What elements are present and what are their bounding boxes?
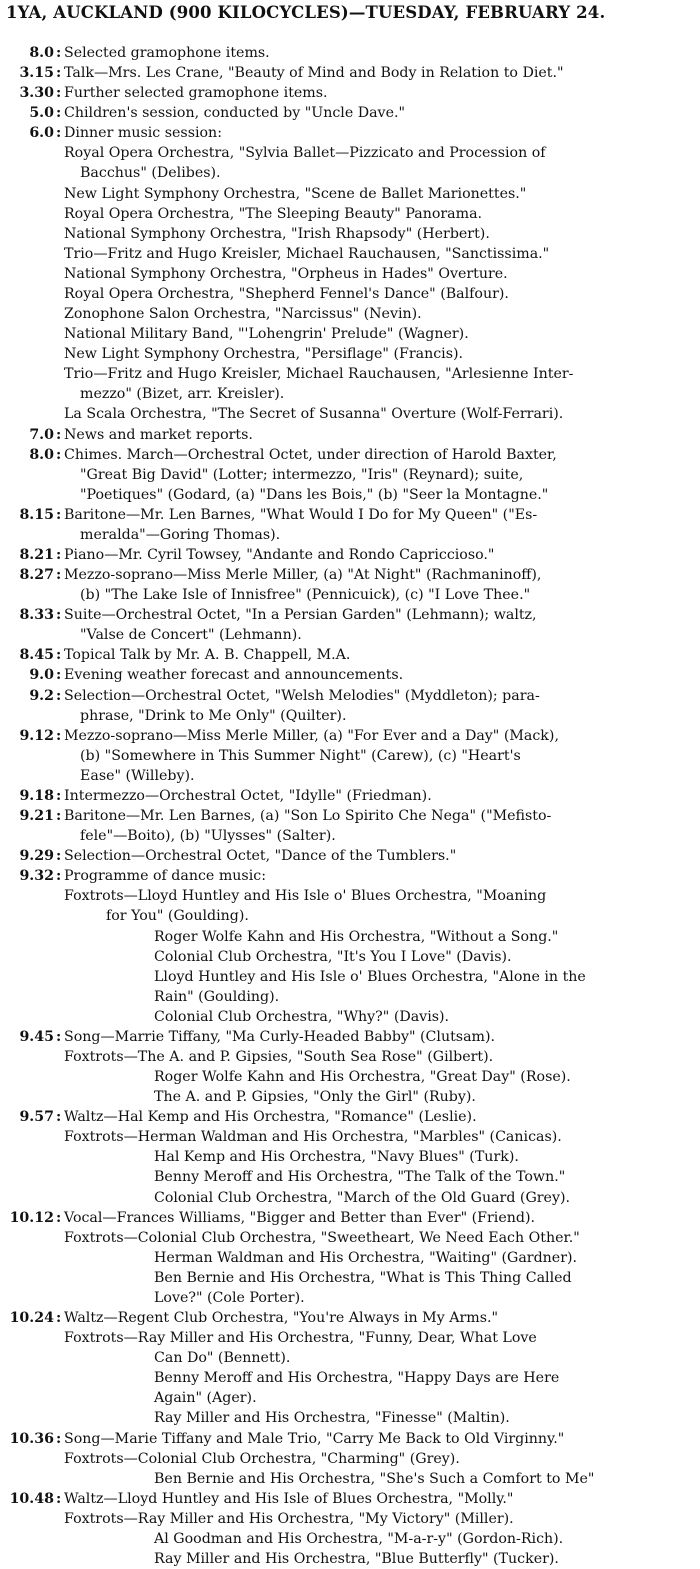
schedule-entry	[0, 103, 700, 123]
entry-text: Hal Kemp and His Orchestra, "Navy Blues" (Turk).	[154, 1149, 519, 1166]
time-separator: :	[56, 868, 62, 885]
schedule-continuation	[0, 244, 700, 264]
schedule-continuation	[0, 1268, 700, 1288]
entry-text: Mezzo-soprano—Miss Merle Miller, (a) "For Ever and a Day" (Mack),	[64, 727, 559, 744]
schedule-continuation	[0, 1328, 700, 1348]
schedule-continuation	[0, 987, 700, 1007]
schedule-entry	[0, 686, 700, 706]
entry-text: mezzo" (Bizet, arr. Kreisler).	[80, 386, 285, 403]
entry-time: 8.0	[29, 446, 54, 463]
entry-text: Love?" (Cole Porter).	[154, 1289, 305, 1306]
entry-text: Al Goodman and His Orchestra, "M-a-r-y" (Gordon-Rich).	[154, 1530, 564, 1547]
schedule-continuation	[0, 1228, 700, 1248]
entry-text: Song—Marrie Tiffany, "Ma Curly-Headed Babby" (Clutsam).	[64, 1028, 496, 1045]
schedule-continuation	[0, 1529, 700, 1549]
entry-text: Trio—Fritz and Hugo Kreisler, Michael Rauchausen, "Arlesienne Inter-	[64, 366, 574, 383]
schedule-continuation	[0, 585, 700, 605]
entry-time: 10.12	[9, 1209, 54, 1226]
schedule-entry	[0, 786, 700, 806]
entry-text: Ben Bernie and His Orchestra, "She's Such a Comfort to Me"	[154, 1470, 595, 1487]
entry-text: for You" (Goulding).	[106, 908, 249, 925]
entry-text: Foxtrots—Colonial Club Orchestra, "Sweetheart, We Need Each Other."	[64, 1229, 580, 1246]
schedule-entry	[0, 83, 700, 103]
entry-text: Zonophone Salon Orchestra, "Narcissus" (Nevin).	[64, 306, 422, 323]
entry-time: 9.57	[19, 1109, 54, 1126]
time-separator: :	[56, 105, 62, 122]
entry-text: Lloyd Huntley and His Isle o' Blues Orchestra, "Alone in the	[154, 968, 586, 985]
entry-time: 8.0	[29, 45, 54, 61]
schedule-entry	[0, 123, 700, 143]
entry-time: 9.45	[19, 1028, 54, 1045]
schedule-continuation	[0, 204, 700, 224]
entry-text: Evening weather forecast and announcements.	[64, 667, 404, 684]
schedule-continuation	[0, 324, 700, 344]
entry-time: 9.0	[29, 667, 54, 684]
schedule-continuation	[0, 947, 700, 967]
time-separator: :	[56, 1028, 62, 1045]
schedule-continuation	[0, 826, 700, 846]
entry-text: Rain" (Goulding).	[154, 988, 280, 1005]
entry-text: Roger Wolfe Kahn and His Orchestra, "Without a Song."	[154, 928, 559, 945]
schedule-continuation	[0, 1007, 700, 1027]
schedule-entry	[0, 1208, 700, 1228]
time-separator: :	[56, 1209, 62, 1226]
schedule-continuation	[0, 224, 700, 244]
entry-time: 9.18	[19, 787, 54, 804]
time-separator: :	[56, 808, 62, 825]
entry-text: Foxtrots—The A. and P. Gipsies, "South Sea Rose" (Gilbert).	[64, 1049, 494, 1065]
entry-text: Foxtrots—Colonial Club Orchestra, "Charming" (Grey).	[64, 1450, 460, 1467]
entry-text: Talk—Mrs. Les Crane, "Beauty of Mind and Body in Relation to Diet."	[64, 65, 564, 82]
entry-time: 10.36	[9, 1430, 54, 1447]
schedule-entry	[0, 63, 700, 83]
entry-time: 8.45	[19, 647, 54, 664]
time-separator: :	[56, 848, 62, 865]
schedule-continuation	[0, 1248, 700, 1268]
entry-text: New Light Symphony Orchestra, "Persiflage" (Francis).	[64, 346, 464, 363]
entry-text: Royal Opera Orchestra, "Sylvia Ballet—Pizzicato and Procession of	[64, 145, 546, 162]
entry-text: Selected gramophone items.	[64, 45, 270, 61]
entry-text: Colonial Club Orchestra, "It's You I Love" (Davis).	[154, 948, 512, 965]
entry-text: Selection—Orchestral Octet, "Dance of the Tumblers."	[64, 848, 457, 865]
entry-text: Mezzo-soprano—Miss Merle Miller, (a) "At Night" (Rachmaninoff),	[64, 567, 542, 584]
schedule-continuation	[0, 625, 700, 645]
schedule-continuation	[0, 344, 700, 364]
schedule-entry	[0, 445, 700, 465]
entry-text: Royal Opera Orchestra, "Shepherd Fennel's Dance" (Balfour).	[64, 285, 509, 302]
time-separator: :	[56, 506, 62, 523]
schedule-continuation	[0, 384, 700, 404]
time-separator: :	[56, 125, 62, 142]
time-separator: :	[56, 446, 62, 463]
entry-text: Ray Miller and His Orchestra, "Blue Butterfly" (Tucker).	[154, 1551, 559, 1567]
entry-text: Baritone—Mr. Len Barnes, "What Would I Do for My Queen" ("Es-	[64, 506, 538, 523]
entry-text: Baritone—Mr. Len Barnes, (a) "Son Lo Spirito Che Nega" ("Mefisto-	[64, 808, 552, 825]
schedule-continuation	[0, 525, 700, 545]
entry-time: 9.2	[29, 687, 54, 704]
schedule-continuation	[0, 304, 700, 324]
schedule-continuation	[0, 906, 700, 926]
schedule-continuation	[0, 1509, 700, 1529]
entry-text: "Great Big David" (Lotter; intermezzo, "Iris" (Reynard); suite,	[80, 466, 524, 483]
entry-text: Further selected gramophone items.	[64, 85, 328, 102]
schedule-entry	[0, 545, 700, 565]
entry-text: Benny Meroff and His Orchestra, "Happy Days are Here	[154, 1370, 560, 1387]
schedule-continuation	[0, 143, 700, 163]
entry-text: Colonial Club Orchestra, "March of the Old Guard (Grey).	[154, 1189, 571, 1206]
entry-text: Vocal—Frances Williams, "Bigger and Better than Ever" (Friend).	[64, 1209, 535, 1226]
schedule-entry	[0, 866, 700, 886]
entry-time: 9.29	[19, 848, 54, 865]
entry-text: Trio—Fritz and Hugo Kreisler, Michael Rauchausen, "Sanctissima."	[64, 245, 550, 262]
time-separator: :	[56, 607, 62, 624]
entry-time: 9.32	[19, 868, 54, 885]
time-separator: :	[56, 687, 62, 704]
time-separator: :	[56, 1109, 62, 1126]
schedule-entry	[0, 1489, 700, 1509]
schedule-entry	[0, 1429, 700, 1449]
time-separator: :	[56, 727, 62, 744]
entry-text: National Military Band, "'Lohengrin' Prelude" (Wagner).	[64, 326, 469, 343]
entry-text: Waltz—Regent Club Orchestra, "You're Always in My Arms."	[64, 1310, 499, 1327]
entry-text: "Valse de Concert" (Lehmann).	[80, 627, 302, 644]
entry-text: Colonial Club Orchestra, "Why?" (Davis).	[154, 1008, 450, 1025]
entry-text: Intermezzo—Orchestral Octet, "Idylle" (Friedman).	[64, 787, 432, 804]
entry-text: Topical Talk by Mr. A. B. Chappell, M.A.	[64, 647, 351, 664]
entry-text: Children's session, conducted by "Uncle Dave."	[64, 105, 406, 122]
schedule-continuation	[0, 1067, 700, 1087]
entry-text: fele"—Boito), (b) "Ulysses" (Salter).	[80, 828, 336, 845]
schedule-entry	[0, 645, 700, 665]
entry-text: Again" (Ager).	[154, 1390, 257, 1407]
entry-text: Suite—Orchestral Octet, "In a Persian Garden" (Lehmann); waltz,	[64, 607, 537, 624]
entry-time: 9.21	[19, 808, 54, 825]
entry-text: Waltz—Hal Kemp and His Orchestra, "Romance" (Leslie).	[64, 1109, 477, 1126]
entry-text: National Symphony Orchestra, "Irish Rhapsody" (Herbert).	[64, 225, 490, 242]
schedule-continuation	[0, 485, 700, 505]
entry-text: Foxtrots—Herman Waldman and His Orchestra, "Marbles" (Canicas).	[64, 1129, 562, 1146]
schedule-continuation	[0, 465, 700, 485]
schedule-entry	[0, 605, 700, 625]
schedule-entry	[0, 565, 700, 585]
schedule-continuation	[0, 886, 700, 906]
schedule-continuation	[0, 1348, 700, 1368]
schedule-entry	[0, 1027, 700, 1047]
schedule-continuation	[0, 1388, 700, 1408]
schedule-continuation	[0, 766, 700, 786]
time-separator: :	[56, 667, 62, 684]
schedule-entry	[0, 1308, 700, 1328]
entry-time: 10.24	[9, 1310, 54, 1327]
entry-text: phrase, "Drink to Me Only" (Quilter).	[80, 707, 347, 724]
schedule-continuation	[0, 1408, 700, 1428]
entry-text: Herman Waldman and His Orchestra, "Waiting" (Gardner).	[154, 1249, 578, 1266]
schedule-entry	[0, 665, 700, 685]
entry-time: 8.27	[19, 567, 54, 584]
entry-time: 8.21	[19, 547, 54, 563]
time-separator: :	[56, 45, 62, 61]
schedule-continuation	[0, 1469, 700, 1489]
time-separator: :	[56, 1430, 62, 1447]
schedule-continuation	[0, 1368, 700, 1388]
entry-time: 7.0	[29, 426, 54, 443]
schedule-continuation	[0, 284, 700, 304]
entry-text: Royal Opera Orchestra, "The Sleeping Beauty" Panorama.	[64, 205, 483, 222]
entry-text: Can Do" (Bennett).	[154, 1350, 291, 1367]
schedule-continuation	[0, 1549, 700, 1569]
schedule-continuation	[0, 1147, 700, 1167]
entry-text: Ray Miller and His Orchestra, "Finesse" (Maltin).	[154, 1410, 510, 1427]
entry-time: 6.0	[29, 125, 54, 142]
time-separator: :	[56, 647, 62, 664]
entry-text: Foxtrots—Lloyd Huntley and His Isle o' Blues Orchestra, "Moaning	[64, 888, 547, 905]
time-separator: :	[56, 1310, 62, 1327]
schedule-continuation	[0, 1127, 700, 1147]
time-separator: :	[56, 65, 62, 82]
schedule-continuation	[0, 927, 700, 947]
schedule-continuation	[0, 163, 700, 183]
time-separator: :	[56, 787, 62, 804]
time-separator: :	[56, 426, 62, 443]
entry-text: New Light Symphony Orchestra, "Scene de Ballet Marionettes."	[64, 185, 527, 202]
schedule-continuation	[0, 1188, 700, 1208]
schedule-continuation	[0, 706, 700, 726]
time-separator: :	[56, 547, 62, 563]
entry-text: (b) "Somewhere in This Summer Night" (Carew), (c) "Heart's	[80, 747, 521, 764]
time-separator: :	[56, 85, 62, 102]
schedule-continuation	[0, 1087, 700, 1107]
entry-text: Ease" (Willeby).	[80, 767, 195, 784]
entry-text: National Symphony Orchestra, "Orpheus in Hades" Overture.	[64, 265, 508, 282]
entry-time: 8.15	[19, 506, 54, 523]
entry-text: Ben Bernie and His Orchestra, "What is This Thing Called	[154, 1269, 572, 1286]
schedule-entry	[0, 425, 700, 445]
entry-text: Chimes. March—Orchestral Octet, under direction of Harold Baxter,	[64, 446, 557, 463]
schedule-continuation	[0, 364, 700, 384]
entry-text: News and market reports.	[64, 426, 253, 443]
schedule-continuation	[0, 1167, 700, 1187]
schedule-continuation	[0, 404, 700, 424]
schedule-entry	[0, 806, 700, 826]
schedule-entry	[0, 1107, 700, 1127]
entry-text: Roger Wolfe Kahn and His Orchestra, "Great Day" (Rose).	[154, 1069, 571, 1086]
entry-text: Song—Marie Tiffany and Male Trio, "Carry Me Back to Old Virginny."	[64, 1430, 565, 1447]
time-separator: :	[56, 567, 62, 584]
entry-time: 10.48	[9, 1490, 54, 1507]
entry-time: 9.12	[19, 727, 54, 744]
schedule-continuation	[0, 1047, 700, 1067]
entry-text: meralda"—Goring Thomas).	[80, 526, 281, 543]
entry-text: La Scala Orchestra, "The Secret of Susanna" Overture (Wolf-Ferrari).	[64, 406, 564, 423]
schedule-continuation	[0, 264, 700, 284]
schedule-entry	[0, 846, 700, 866]
station-header: 1YA, AUCKLAND (900 KILOCYCLES)—TUESDAY, FEBRUARY 24.	[6, 3, 606, 22]
time-separator: :	[56, 1490, 62, 1507]
entry-text: Selection—Orchestral Octet, "Welsh Melodies" (Myddleton); para-	[64, 687, 540, 704]
entry-text: Benny Meroff and His Orchestra, "The Talk of the Town."	[154, 1169, 566, 1186]
entry-text: Dinner music session:	[64, 125, 222, 142]
entry-text: Piano—Mr. Cyril Towsey, "Andante and Rondo Capriccioso."	[64, 547, 495, 563]
entry-text: Programme of dance music:	[64, 868, 266, 885]
entry-time: 3.30	[19, 85, 54, 102]
entry-time: 8.33	[19, 607, 54, 624]
entry-text: Waltz—Lloyd Huntley and His Isle of Blues Orchestra, "Molly."	[64, 1490, 514, 1507]
schedule-continuation	[0, 184, 700, 204]
entry-text: "Poetiques" (Godard, (a) "Dans les Bois," (b) "Seer la Montagne."	[80, 486, 549, 503]
schedule-continuation	[0, 746, 700, 766]
entry-text: The A. and P. Gipsies, "Only the Girl" (Ruby).	[154, 1089, 476, 1106]
entry-text: Bacchus" (Delibes).	[80, 165, 221, 182]
entry-text: Foxtrots—Ray Miller and His Orchestra, "My Victory" (Miller).	[64, 1510, 514, 1527]
entry-text: Foxtrots—Ray Miller and His Orchestra, "Funny, Dear, What Love	[64, 1330, 537, 1347]
schedule-entry	[0, 505, 700, 525]
schedule-entry	[0, 43, 700, 63]
entry-time: 5.0	[29, 105, 54, 122]
schedule-continuation	[0, 1449, 700, 1469]
schedule-entry	[0, 726, 700, 746]
entry-time: 3.15	[19, 65, 54, 82]
entry-text: (b) "The Lake Isle of Innisfree" (Pennicuick), (c) "I Love Thee."	[80, 587, 531, 604]
schedule-continuation	[0, 967, 700, 987]
schedule-continuation	[0, 1288, 700, 1308]
